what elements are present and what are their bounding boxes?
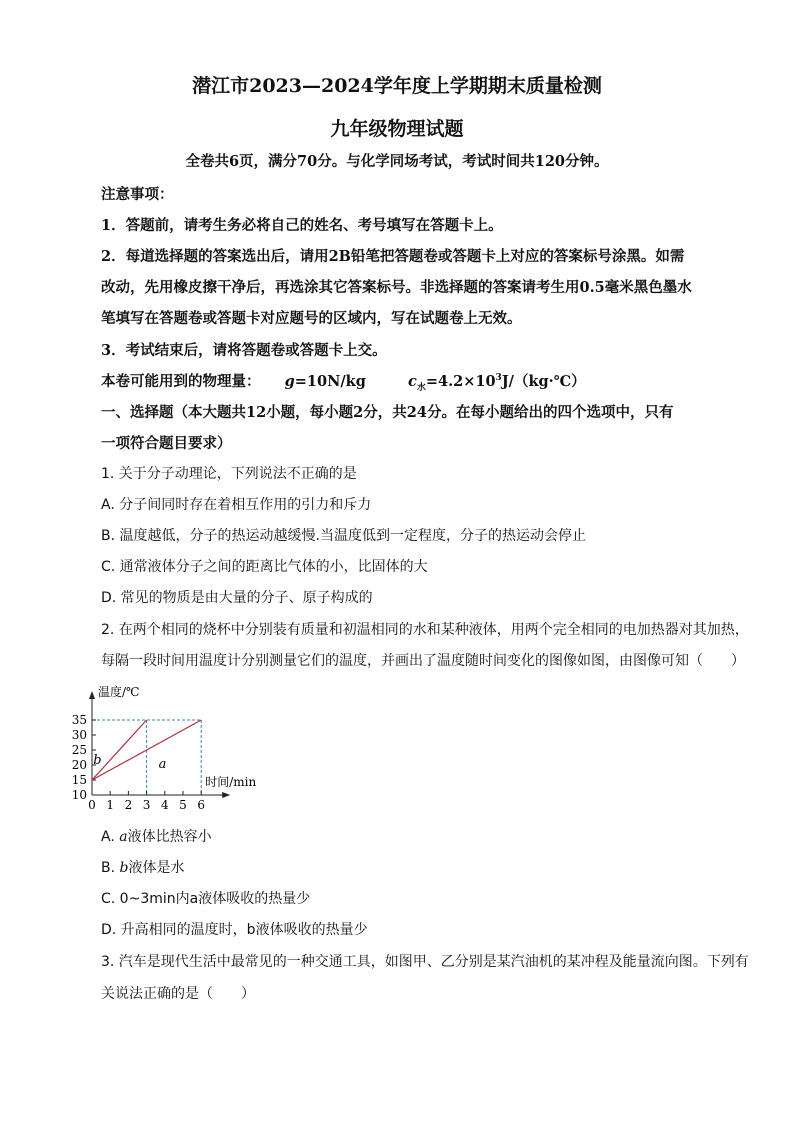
exam-info: 全卷共6页，满分70分。与化学同场考试，考试时间共120分钟。: [185, 153, 609, 170]
page-title: 潜江市2023—2024学年度上学期期末质量检测: [192, 75, 602, 97]
q2-stem-line-1: 2. 在两个相同的烧杯中分别装有质量和初温相同的水和某种液体，用两个完全相同的电加热器对其加热，: [101, 622, 749, 638]
constants-line: [101, 370, 586, 393]
x-tick-label: 6: [197, 798, 206, 812]
y-tick-label: 15: [71, 773, 87, 787]
x-tick-label: 1: [106, 798, 115, 812]
q1-option-a: A. 分子间同时存在着相互作用的引力和斥力: [101, 497, 372, 513]
chart-y-axis-label: 温度/℃: [98, 685, 140, 699]
note-2-line-1: 2．每道选择题的答案选出后，请用2B铅笔把答题卷或答题卡上对应的答案标号涂黑。如需: [101, 248, 685, 265]
g-symbol: g: [284, 373, 295, 390]
y-tick-label: 25: [71, 743, 87, 757]
g-value: =10N/kg: [294, 373, 366, 390]
q1-option-d: D. 常见的物质是由大量的分子、原子构成的: [101, 590, 373, 606]
c-exponent: 3: [495, 373, 502, 384]
q2-option-a-text: 液体比热容小: [127, 829, 212, 845]
q2-option-b: [101, 857, 184, 877]
x-tick-label: 5: [179, 798, 187, 812]
note-2-line-2: 改动，先用橡皮擦干净后，再选涂其它答案标号。非选择题的答案请考生用0.5毫米黑色墨水: [101, 279, 692, 296]
section-1-line-2: 一项符合题目要求）: [101, 435, 232, 452]
x-tick-label: 0: [88, 798, 96, 812]
x-axis-arrow: [222, 792, 230, 798]
note-1: 1．答题前，请考生务必将自己的姓名、考号填写在答题卡上。: [101, 217, 503, 234]
y-tick-label: 10: [71, 788, 87, 802]
constants-label: 本卷可能用到的物理量：: [101, 373, 261, 390]
x-tick-label: 4: [160, 798, 169, 812]
chart-x-axis-label: 时间/min: [205, 775, 257, 789]
q3-stem-line-1: 3. 汽车是现代生活中最常见的一种交通工具，如图甲、乙分别是某汽油机的某冲程及能量流向图。下列有: [101, 954, 749, 970]
q2-option-a-prefix: A.: [101, 829, 120, 845]
y-tick-label: 30: [71, 728, 87, 742]
q2-option-a: [101, 826, 212, 846]
note-2-line-3: 笔填写在答题卷或答题卡对应题号的区域内，写在试题卷上无效。: [101, 310, 522, 327]
notes-heading: 注意事项：: [101, 186, 174, 203]
page-subtitle: 九年级物理试题: [330, 118, 464, 140]
chart-guides: [92, 720, 201, 795]
y-tick-label: 35: [71, 713, 87, 727]
q2-option-a-variable: a: [119, 829, 128, 845]
q2-option-c: C. 0~3min内a液体吸收的热量少: [101, 891, 311, 907]
series-line-b: [92, 720, 147, 780]
q3-stem-line-2: 关说法正确的是（ ）: [101, 986, 255, 1002]
q1-option-c: C. 通常液体分子之间的距离比气体的小，比固体的大: [101, 559, 428, 575]
c-symbol: c: [407, 373, 417, 390]
series-label-a: a: [158, 757, 167, 772]
x-tick-label: 3: [142, 798, 151, 812]
q2-option-b-text: 液体是水: [128, 860, 185, 876]
q1-option-b: B. 温度越低，分子的热运动越缓慢.当温度低到一定程度，分子的热运动会停止: [101, 528, 586, 544]
x-tick-label: 2: [124, 798, 133, 812]
note-3: 3．考试结束后，请将答题卷或答题卡上交。: [101, 342, 387, 359]
c-unit: J/（kg·℃）: [501, 373, 586, 390]
y-axis-arrow: [89, 691, 95, 699]
c-value: =4.2×10: [425, 373, 496, 390]
series-label-b: b: [93, 753, 102, 768]
y-tick-label: 20: [71, 758, 87, 772]
temperature-time-chart: [66, 680, 276, 815]
q2-option-b-prefix: B.: [101, 860, 120, 876]
q2-option-d: D. 升高相同的温度时，b液体吸收的热量少: [101, 922, 368, 938]
q2-option-b-variable: b: [119, 860, 129, 876]
section-1-line-1: 一、选择题（本大题共12小题，每小题2分，共24分。在每小题给出的四个选项中，只有: [101, 404, 674, 421]
q2-stem-line-2: 每隔一段时间用温度计分别测量它们的温度，并画出了温度随时间变化的图像如图，由图像可知（ ）: [101, 653, 745, 669]
q1-stem: 1. 关于分子动理论，下列说法不正确的是: [101, 466, 357, 482]
c-subscript: 水: [416, 382, 426, 393]
